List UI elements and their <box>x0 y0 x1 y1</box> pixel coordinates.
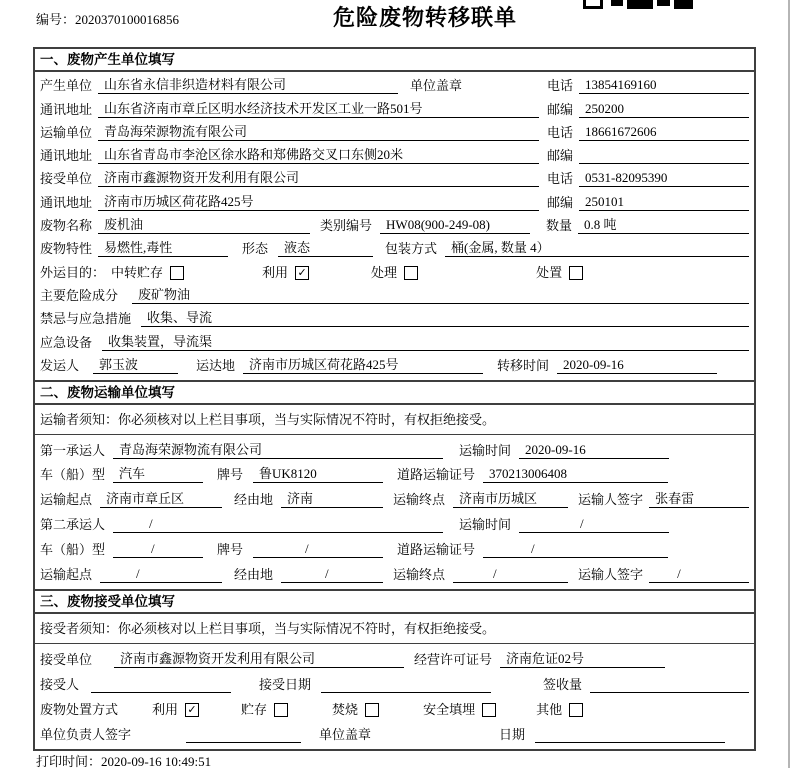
checkbox-option <box>111 265 184 281</box>
field-value: 废矿物油 <box>132 287 749 304</box>
field-value <box>186 726 301 743</box>
field-label: 包装方式 <box>385 241 438 257</box>
section-receiver-heading: 三、废物接受单位填写 <box>35 591 754 614</box>
checkbox-label: 其他 <box>536 701 563 717</box>
field-label: 接受人 <box>40 676 80 692</box>
field-value: 收集、导流 <box>141 310 749 327</box>
field-label: 外运目的： <box>40 264 106 280</box>
field-label: 运输时间 <box>459 517 512 533</box>
section-transporter-rows <box>35 435 754 589</box>
transporter-notice: 运输者须知：你必须核对以上栏目事项，当与实际情况不符时，有权拒绝接受。 <box>35 405 754 435</box>
qr-block <box>674 0 693 9</box>
form-row <box>40 354 749 377</box>
section-producer <box>33 47 756 382</box>
field-label: 通讯地址 <box>40 148 93 164</box>
field-value: 山东省永信非织造材料有限公司 <box>98 77 398 94</box>
field-value <box>579 147 749 164</box>
field-value <box>535 726 725 743</box>
field-value: / <box>113 541 203 558</box>
field-value: 青岛海荣源物流有限公司 <box>113 442 443 459</box>
field-label: 牌号 <box>217 541 244 557</box>
field-label: 通讯地址 <box>40 101 93 117</box>
form-row <box>40 721 749 746</box>
field-label: 运输单位 <box>40 124 93 140</box>
qr-code-fragment <box>583 0 693 10</box>
field-label: 单位盖章 <box>410 78 463 94</box>
form-row <box>40 74 749 97</box>
checkbox-empty-icon <box>365 703 379 717</box>
field-value: / <box>100 566 222 583</box>
field-label: 单位盖章 <box>319 726 372 742</box>
form-row <box>40 561 749 586</box>
field-label: 车（船）型 <box>40 467 106 483</box>
checkbox-option <box>332 702 379 718</box>
field-label: 运输终点 <box>393 492 446 508</box>
form-row <box>40 462 749 487</box>
checkbox-checked-icon: ✓ <box>295 266 309 280</box>
field-label: 废物特性 <box>40 241 93 257</box>
checkbox-option <box>152 702 199 718</box>
form-row <box>40 190 749 213</box>
checkbox-label: 利用 <box>262 264 289 280</box>
qr-block <box>583 0 603 9</box>
form-row <box>40 307 749 330</box>
form-row <box>40 671 749 696</box>
document-number-label: 编号： <box>36 12 76 27</box>
page-title: 危险废物转移联单 <box>333 5 518 30</box>
field-value: / <box>253 541 383 558</box>
field-label: 通讯地址 <box>40 194 93 210</box>
field-label: 签收量 <box>543 676 583 692</box>
field-value: 0.8 吨 <box>578 217 749 234</box>
field-label: 经营许可证号 <box>414 651 493 667</box>
field-value: 250200 <box>579 101 749 118</box>
field-label: 运输起点 <box>40 492 93 508</box>
field-label: 数量 <box>546 218 573 234</box>
section-receiver <box>33 589 756 751</box>
field-value: 济南市章丘区 <box>100 491 222 508</box>
section-transporter <box>33 380 756 591</box>
field-label: 废物名称 <box>40 218 93 234</box>
field-label: 类别编号 <box>320 218 373 234</box>
field-label: 转移时间 <box>497 357 550 373</box>
field-value: 山东省济南市章丘区明水经济技术开发区工业一路501号 <box>98 101 539 118</box>
field-label: 牌号 <box>217 467 244 483</box>
field-value: HW08(900-249-08) <box>380 217 530 234</box>
checkbox-checked-icon: ✓ <box>185 703 199 717</box>
document-number-value: 2020370100016856 <box>75 12 180 27</box>
checkbox-option <box>371 265 418 281</box>
section-receiver-rows <box>35 644 754 749</box>
field-label: 邮编 <box>546 148 573 164</box>
checkbox-empty-icon <box>170 266 184 280</box>
field-label: 运输人签字 <box>578 566 644 582</box>
field-value: / <box>519 516 669 533</box>
checkbox-option <box>262 265 309 281</box>
transfer-manifest-form <box>33 47 756 751</box>
field-value: 收集装置，导流渠 <box>102 334 749 351</box>
checkbox-empty-icon <box>569 703 583 717</box>
field-label: 道路运输证号 <box>397 467 476 483</box>
checkbox-option <box>536 702 583 718</box>
field-label: 第一承运人 <box>40 442 106 458</box>
field-value: 山东省青岛市李沧区徐水路和郑佛路交叉口东侧20米 <box>98 147 539 164</box>
field-value: 济南市历城区荷花路425号 <box>98 194 539 211</box>
field-value: 济南市鑫源物资开发利用有限公司 <box>114 651 404 668</box>
form-row <box>40 284 749 307</box>
field-label: 接受单位 <box>40 171 93 187</box>
field-value: 郭玉波 <box>93 357 178 374</box>
form-row <box>40 437 749 462</box>
form-row <box>40 167 749 190</box>
field-label: 经由地 <box>234 492 274 508</box>
form-row <box>40 260 749 283</box>
field-value: 液态 <box>278 240 373 257</box>
form-row <box>40 511 749 536</box>
field-value: 青岛海荣源物流有限公司 <box>98 124 539 141</box>
document-number <box>36 9 179 28</box>
checkbox-empty-icon <box>482 703 496 717</box>
section-transporter-heading: 二、废物运输单位填写 <box>35 382 754 405</box>
field-value: 250101 <box>579 194 749 211</box>
print-time <box>36 751 211 770</box>
field-value <box>91 676 231 693</box>
field-label: 车（船）型 <box>40 541 106 557</box>
field-value: 济南危证02号 <box>500 651 665 668</box>
field-label: 接受日期 <box>259 676 312 692</box>
form-row <box>40 646 749 671</box>
receiver-notice: 接受者须知：你必须核对以上栏目事项，当与实际情况不符时，有权拒绝接受。 <box>35 614 754 644</box>
field-value: / <box>649 566 749 583</box>
field-label: 单位负责人签字 <box>40 726 132 742</box>
field-value: 济南市历城区 <box>453 491 568 508</box>
checkbox-label: 贮存 <box>241 701 268 717</box>
form-row <box>40 214 749 237</box>
field-label: 运输时间 <box>459 442 512 458</box>
form-row <box>40 144 749 167</box>
qr-block <box>627 0 653 9</box>
field-label: 运输起点 <box>40 566 93 582</box>
form-row <box>40 486 749 511</box>
form-row <box>40 696 749 721</box>
field-value: 废机油 <box>98 217 310 234</box>
field-value: 济南 <box>281 491 383 508</box>
checkbox-empty-icon <box>404 266 418 280</box>
field-value: / <box>113 516 443 533</box>
field-label: 禁忌与应急措施 <box>40 311 132 327</box>
field-label: 经由地 <box>234 566 274 582</box>
field-value: 0531-82095390 <box>579 170 749 187</box>
field-label: 形态 <box>242 241 269 257</box>
field-label: 道路运输证号 <box>397 541 476 557</box>
section-producer-heading: 一、废物产生单位填写 <box>35 49 754 72</box>
checkbox-label: 利用 <box>152 701 179 717</box>
field-label: 电话 <box>546 78 573 94</box>
field-value: / <box>453 566 568 583</box>
field-label: 废物处置方式 <box>40 701 119 717</box>
field-value: 2020-09-16 <box>519 442 669 459</box>
field-value: 370213006408 <box>483 466 668 483</box>
form-row <box>40 330 749 353</box>
checkbox-empty-icon <box>274 703 288 717</box>
field-value <box>321 676 491 693</box>
field-value: / <box>281 566 383 583</box>
field-label: 运达地 <box>196 357 236 373</box>
field-value: 汽车 <box>113 466 203 483</box>
checkbox-option <box>423 702 496 718</box>
field-label: 运输终点 <box>393 566 446 582</box>
field-label: 主要危险成分 <box>40 287 119 303</box>
field-value: 桶(金属, 数量 4） <box>445 240 749 257</box>
section-producer-rows <box>35 72 754 380</box>
qr-block <box>611 0 623 6</box>
print-time-value: 2020-09-16 10:49:51 <box>101 754 212 769</box>
qr-block <box>657 0 670 6</box>
checkbox-option <box>241 702 288 718</box>
field-label: 邮编 <box>546 194 573 210</box>
checkbox-label: 处理 <box>371 264 398 280</box>
field-label: 电话 <box>546 124 573 140</box>
field-value: 易燃性,毒性 <box>98 240 228 257</box>
field-value: / <box>483 541 668 558</box>
checkbox-empty-icon <box>569 266 583 280</box>
field-label: 发运人 <box>40 357 80 373</box>
form-row <box>40 97 749 120</box>
field-value: 13854169160 <box>579 77 749 94</box>
field-label: 应急设备 <box>40 334 93 350</box>
form-row <box>40 121 749 144</box>
field-value: 18661672606 <box>579 124 749 141</box>
field-value: 济南市历城区荷花路425号 <box>243 357 483 374</box>
page-edge-line <box>788 0 790 768</box>
checkbox-option <box>536 265 583 281</box>
field-value: 济南市鑫源物资开发利用有限公司 <box>98 170 539 187</box>
field-label: 产生单位 <box>40 78 93 94</box>
field-label: 运输人签字 <box>578 492 644 508</box>
checkbox-label: 处置 <box>536 264 563 280</box>
field-value: 张春雷 <box>649 491 749 508</box>
field-value <box>590 676 749 693</box>
field-label: 第二承运人 <box>40 517 106 533</box>
field-label: 日期 <box>499 726 526 742</box>
form-row <box>40 536 749 561</box>
field-label: 接受单位 <box>40 651 93 667</box>
field-value: 鲁UK8120 <box>253 466 383 483</box>
checkbox-label: 安全填埋 <box>423 701 476 717</box>
field-value: 2020-09-16 <box>557 357 717 374</box>
field-label: 邮编 <box>546 101 573 117</box>
form-row <box>40 237 749 260</box>
checkbox-label: 中转贮存 <box>111 264 164 280</box>
field-label: 电话 <box>546 171 573 187</box>
checkbox-label: 焚烧 <box>332 701 359 717</box>
print-time-label: 打印时间： <box>36 754 102 769</box>
